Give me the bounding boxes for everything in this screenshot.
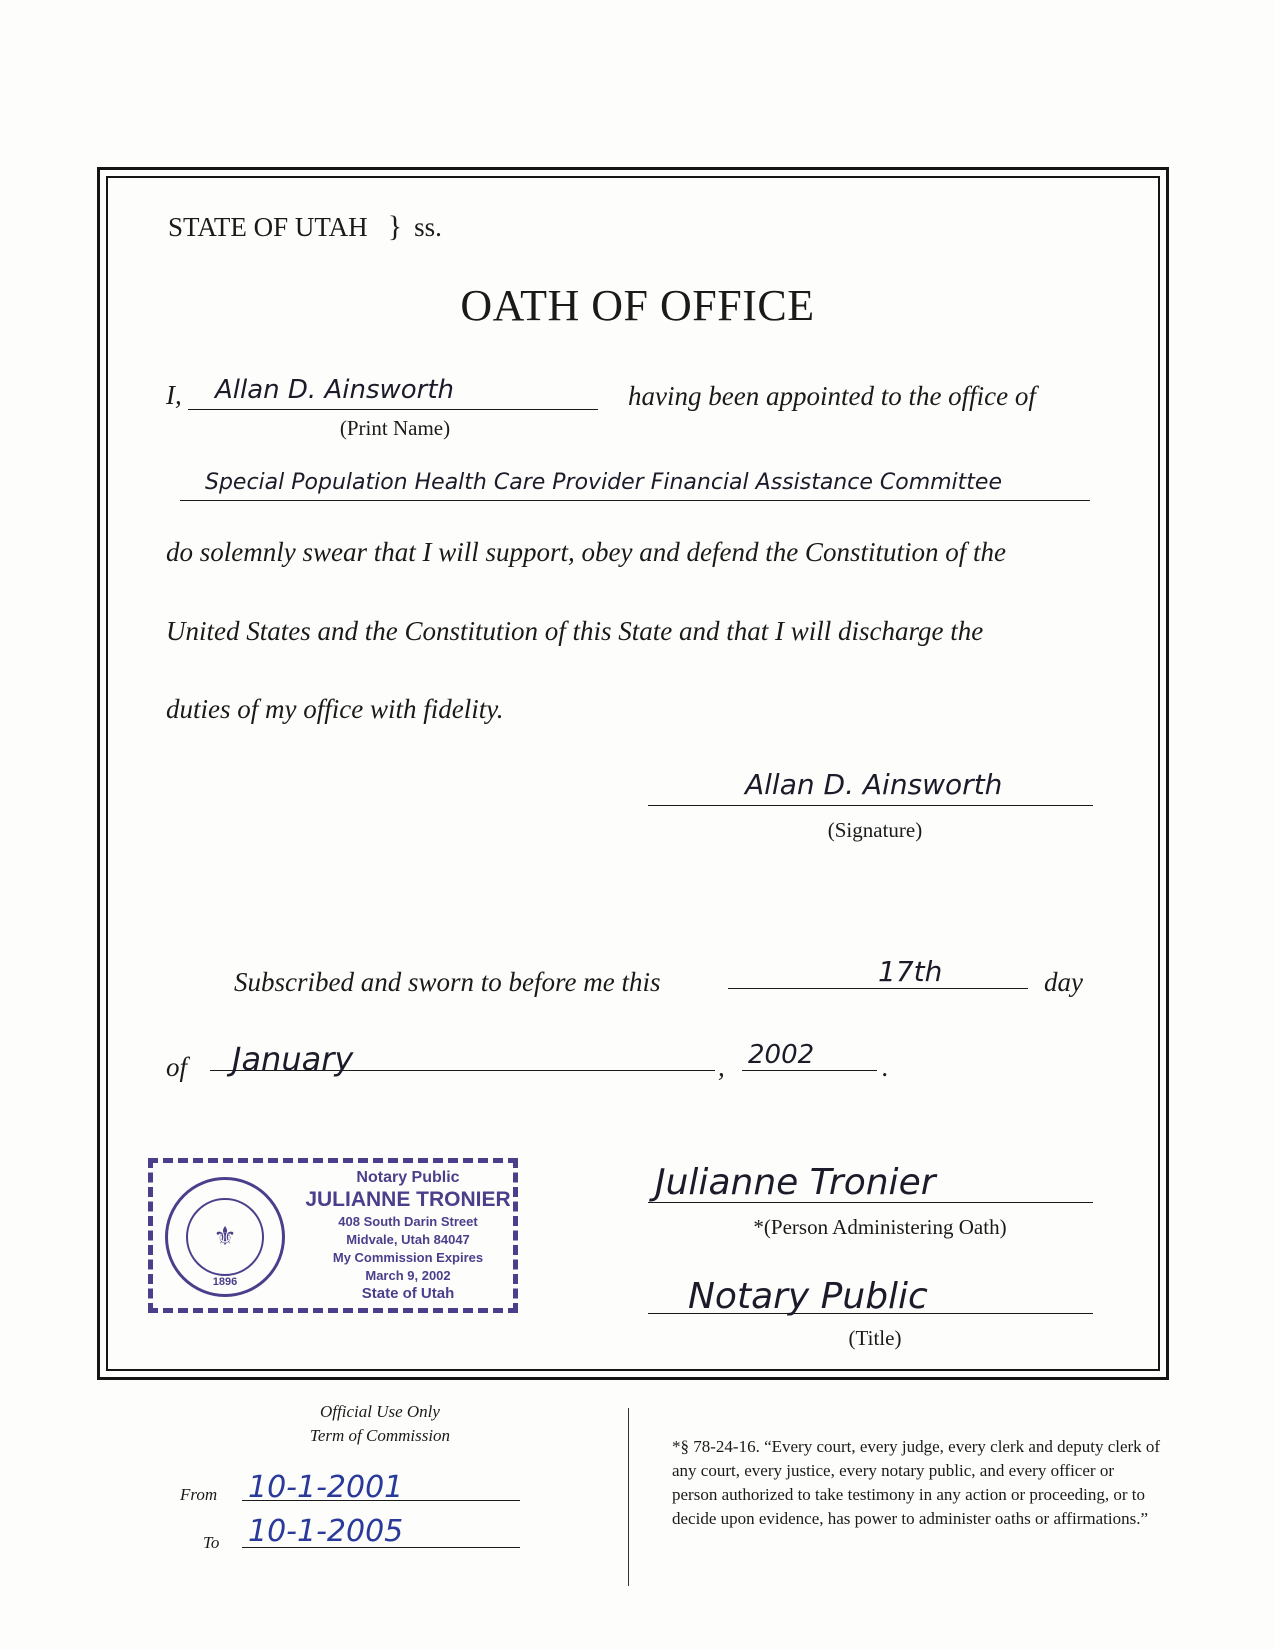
state-seal <box>165 1177 285 1297</box>
oath-body-line-2: United States and the Constitution of this State and that I will discharge the <box>166 616 984 646</box>
month-value: January <box>232 1040 354 1078</box>
official-use <box>255 1400 505 1448</box>
venue-brace: } <box>387 210 403 243</box>
from-value: 10-1-2001 <box>248 1470 404 1505</box>
print-name-line <box>188 409 598 410</box>
stamp-heading: Notary Public <box>356 1169 460 1186</box>
oath-body-line-3: duties of my office with fidelity. <box>166 694 504 724</box>
period: . <box>882 1052 889 1082</box>
day-label: day <box>1044 967 1083 997</box>
administering-caption: *(Person Administering Oath) <box>753 1215 1007 1239</box>
appointed-text: having been appointed to the office of <box>628 381 1036 411</box>
state-label: STATE OF UTAH <box>168 212 368 242</box>
year-line <box>742 1070 877 1071</box>
from-label: From <box>180 1485 218 1504</box>
stamp-name: JULIANNE TRONIER <box>305 1188 511 1211</box>
signature-line <box>648 805 1093 806</box>
statute-note: *§ 78-24-16. “Every court, every judge, every clerk and deputy clerk of any court, every justice, every notary public, and every officer or person authorized to take testimony in any action or proceeding, or to decide upon evidence, has power to administer oaths or affirmations.” <box>672 1437 1161 1528</box>
office-line <box>180 500 1090 501</box>
stamp-address1: 408 South Darin Street <box>338 1214 478 1229</box>
title-caption: (Title) <box>848 1326 902 1350</box>
day-value: 17th <box>878 955 943 988</box>
subscribed-text: Subscribed and sworn to before me this <box>234 967 661 997</box>
to-value: 10-1-2005 <box>248 1514 404 1549</box>
ss-label: ss. <box>414 212 442 242</box>
official-use-line2: Term of Commission <box>309 1426 451 1445</box>
oath-body-line-1: do solemnly swear that I will support, obey and defend the Constitution of the <box>166 537 1006 567</box>
beehive-icon: ⚜ <box>213 1222 237 1251</box>
document-title: OATH OF OFFICE <box>460 281 815 330</box>
signature-caption: (Signature) <box>827 818 923 842</box>
print-name-value: Allan D. Ainsworth <box>215 375 455 405</box>
day-line <box>728 988 1028 989</box>
administering-signature: Julianne Tronier <box>655 1162 936 1203</box>
stamp-state: State of Utah <box>361 1285 455 1302</box>
year-value: 2002 <box>748 1040 815 1070</box>
seal-year: 1896 <box>212 1276 238 1288</box>
stamp-expires: March 9, 2002 <box>365 1268 451 1283</box>
title-value: Notary Public <box>688 1276 928 1317</box>
footer-divider <box>628 1408 629 1586</box>
oath-prefix: I, <box>166 380 182 410</box>
seal-center <box>186 1198 264 1276</box>
office-value: Special Population Health Care Provider Financial Assistance Committee <box>205 470 1002 495</box>
oath-signature: Allan D. Ainsworth <box>745 768 1003 801</box>
official-use-line1: Official Use Only <box>320 1402 440 1421</box>
to-label: To <box>203 1533 220 1552</box>
notary-stamp <box>148 1158 518 1313</box>
stamp-text <box>303 1169 513 1303</box>
venue-line <box>168 210 442 244</box>
comma: , <box>718 1052 725 1082</box>
of-label: of <box>166 1052 188 1082</box>
stamp-commission: My Commission Expires <box>332 1250 484 1265</box>
stamp-address2: Midvale, Utah 84047 <box>346 1232 470 1247</box>
print-name-caption: (Print Name) <box>339 416 451 440</box>
